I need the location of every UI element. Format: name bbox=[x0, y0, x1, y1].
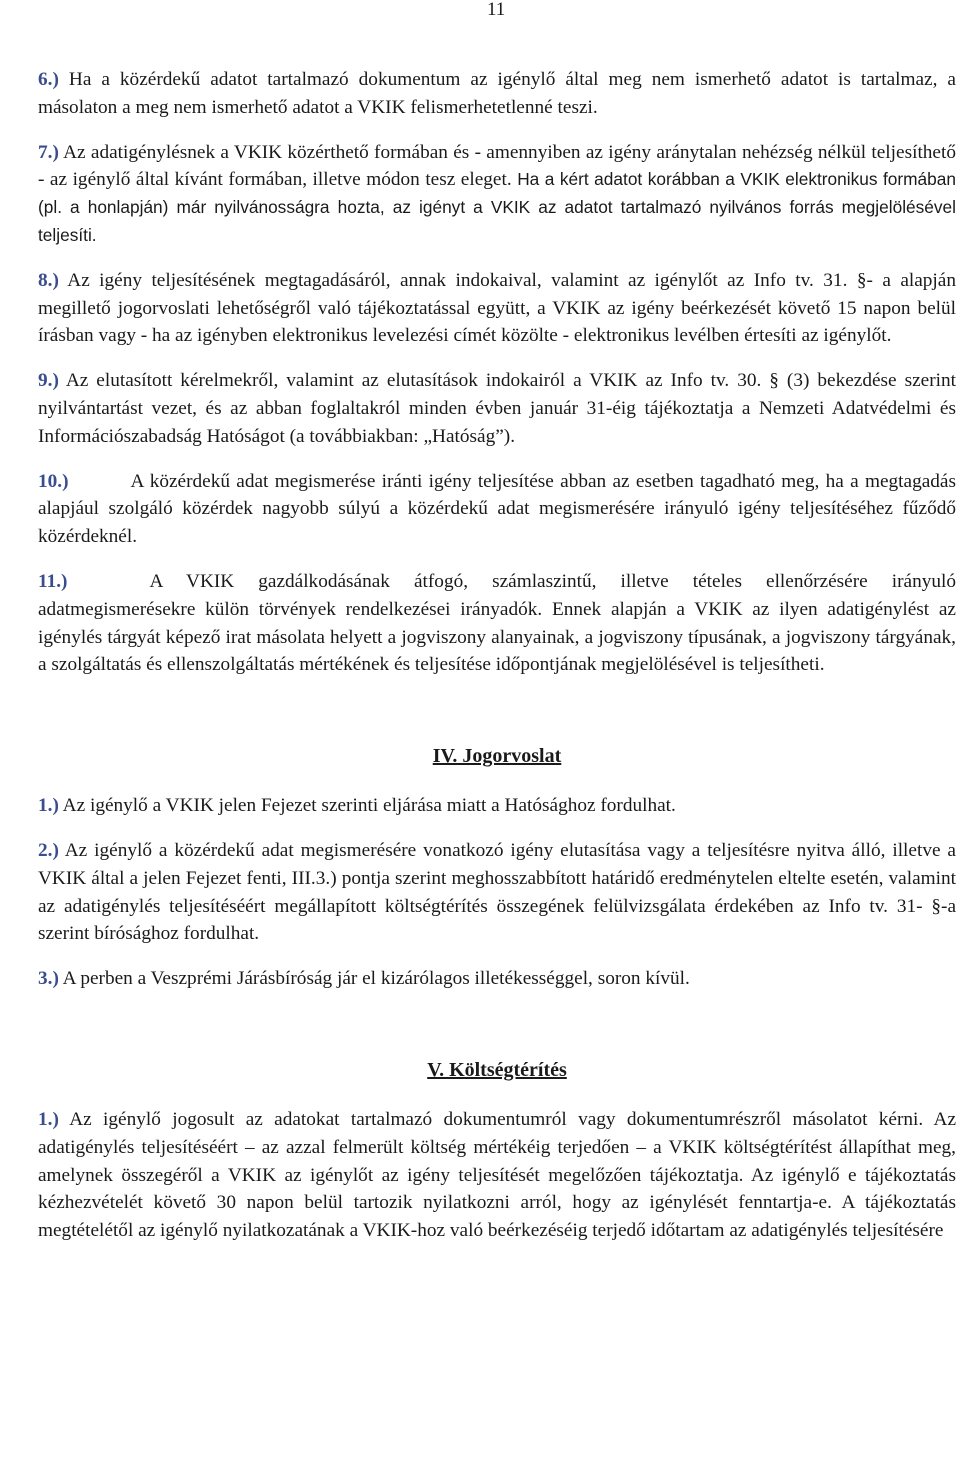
list-item bbox=[38, 139, 956, 250]
item-number: 3.) bbox=[38, 968, 59, 990]
list-item bbox=[38, 965, 956, 993]
item-text: Az adatigénylésnek a VKIK közérthető formában és - amennyiben az igény aránytalan nehézség nélkül teljesíthető - az igénylő által kívánt formában, illetve módon tesz eleget. bbox=[38, 141, 956, 191]
list-item bbox=[38, 267, 956, 350]
item-number: 10.) bbox=[38, 470, 69, 492]
item-number: 11.) bbox=[38, 570, 68, 592]
item-number: 2.) bbox=[38, 839, 59, 861]
list-item bbox=[38, 837, 956, 948]
item-text: Az igény teljesítésének megtagadásáról, annak indokaival, valamint az igénylőt az Info tv. 31. §- a alapján megillető jogorvoslati lehetőségről való tájékoztatással együtt, a VKIK az igény beérkezését követő 15 napon belül írásban vagy - ha az igényben elektronikus levelezési címét közölte - elektronikus levélben értesíti az igénylőt. bbox=[38, 269, 956, 347]
item-text: Az igénylő a közérdekű adat megismerésére vonatkozó igény elutasítása vagy a teljesítésre nyitva álló, illetve a VKIK által a jelen Fejezet fenti, III.3.) pontja szerint meghosszabbított határidő eredménytelen eltelte esetén, valamint az adatigénylés teljesítéséért megállapított költségtérítés összegének felülvizsgálata érdekében az Info tv. 31- §-a szerint bírósághoz fordulhat. bbox=[38, 839, 956, 945]
item-text: Az igénylő jogosult az adatokat tartalmazó dokumentumról vagy dokumentumrészről másolatot kérni. Az adatigénylés teljesítéséért – az azzal felmerült költség mértékéig terjedően – a VKIK költségtérítést állapíthat meg, amelynek összegéről a VKIK az igénylőt az igény teljesítését megelőzően tájékoztatja. Az igénylő e tájékoztatás kézhezvételét követő 30 napon belül tartozik nyilatkozni arról, hogy az igénylését fenntartja-e. A tájékoztatás megtételétől az igénylő nyilatkozatának a VKIK-hoz való beérkezéséig terjedő időtartam az adatigénylés teljesítésére bbox=[38, 1108, 956, 1242]
list-item bbox=[38, 66, 956, 122]
item-text-continuation: Ha a kért adatot korábban a VKIK elektronikus formában (pl. a honlapján) már nyilvánosságra hozta, az igényt a VKIK az adatot tartalmazó nyilvános forrás megjelölésével teljesíti. bbox=[38, 169, 956, 245]
document-body bbox=[38, 66, 956, 1262]
list-item bbox=[38, 367, 956, 450]
item-number: 9.) bbox=[38, 370, 59, 392]
item-text: Az igénylő a VKIK jelen Fejezet szerinti eljárása miatt a Hatósághoz fordulhat. bbox=[62, 795, 676, 817]
item-text: A közérdekű adat megismerése iránti igény teljesítése abban az esetben tagadható meg, ha a megtagadás alapjául szolgáló közérdek nagyobb súlyú a közérdekű adat megismerésére irányuló igény teljesítéséhez fűződő közérdeknél. bbox=[38, 470, 956, 548]
item-text: A VKIK gazdálkodásának átfogó, számlaszintű, illetve tételes ellenőrzésére irányuló adatmegismerésekre külön törvények rendelkezései irányadók. Ennek alapján a VKIK az ilyen adatigénylést az igénylés tárgyát képező irat másolata helyett a jogviszony alanyainak, a jogviszony típusának, a jogviszony tárgyának, a szolgáltatás és ellenszolgáltatás mértékének és teljesítése időpontjának megjelölésével is teljesítheti. bbox=[38, 570, 956, 676]
item-text: A perben a Veszprémi Járásbíróság jár el kizárólagos illetékességgel, soron kívül. bbox=[62, 968, 690, 990]
list-item bbox=[38, 1106, 956, 1245]
item-number: 1.) bbox=[38, 795, 59, 817]
page-number: 11 bbox=[487, 0, 506, 20]
item-text: Ha a közérdekű adatot tartalmazó dokumentum az igénylő által meg nem ismerhető adatot is tartalmaz, a másolaton a meg nem ismerhető adatot a VKIK felismerhetetlenné teszi. bbox=[38, 69, 956, 118]
section-heading-jogorvoslat: IV. Jogorvoslat bbox=[432, 745, 562, 768]
item-number: 6.) bbox=[38, 69, 59, 90]
item-number: 1.) bbox=[38, 1108, 59, 1130]
item-number: 8.) bbox=[38, 269, 59, 291]
list-item bbox=[38, 568, 956, 679]
section-heading-koltsegterites: V. Költségtérítés bbox=[427, 1058, 567, 1081]
item-text: Az elutasított kérelmekről, valamint az elutasítások indokairól a VKIK az Info tv. 30. § (3) bekezdése szerint nyilvántartást vezet, és az abban foglaltakról minden évben január 31-éig tájékoztatja a Nemzeti Adatvédelmi és Információszabadság Hatóságot (a továbbiakban: „Hatóság”). bbox=[38, 370, 956, 447]
list-item bbox=[38, 792, 956, 820]
item-number: 7.) bbox=[38, 141, 59, 163]
list-item bbox=[38, 468, 956, 551]
